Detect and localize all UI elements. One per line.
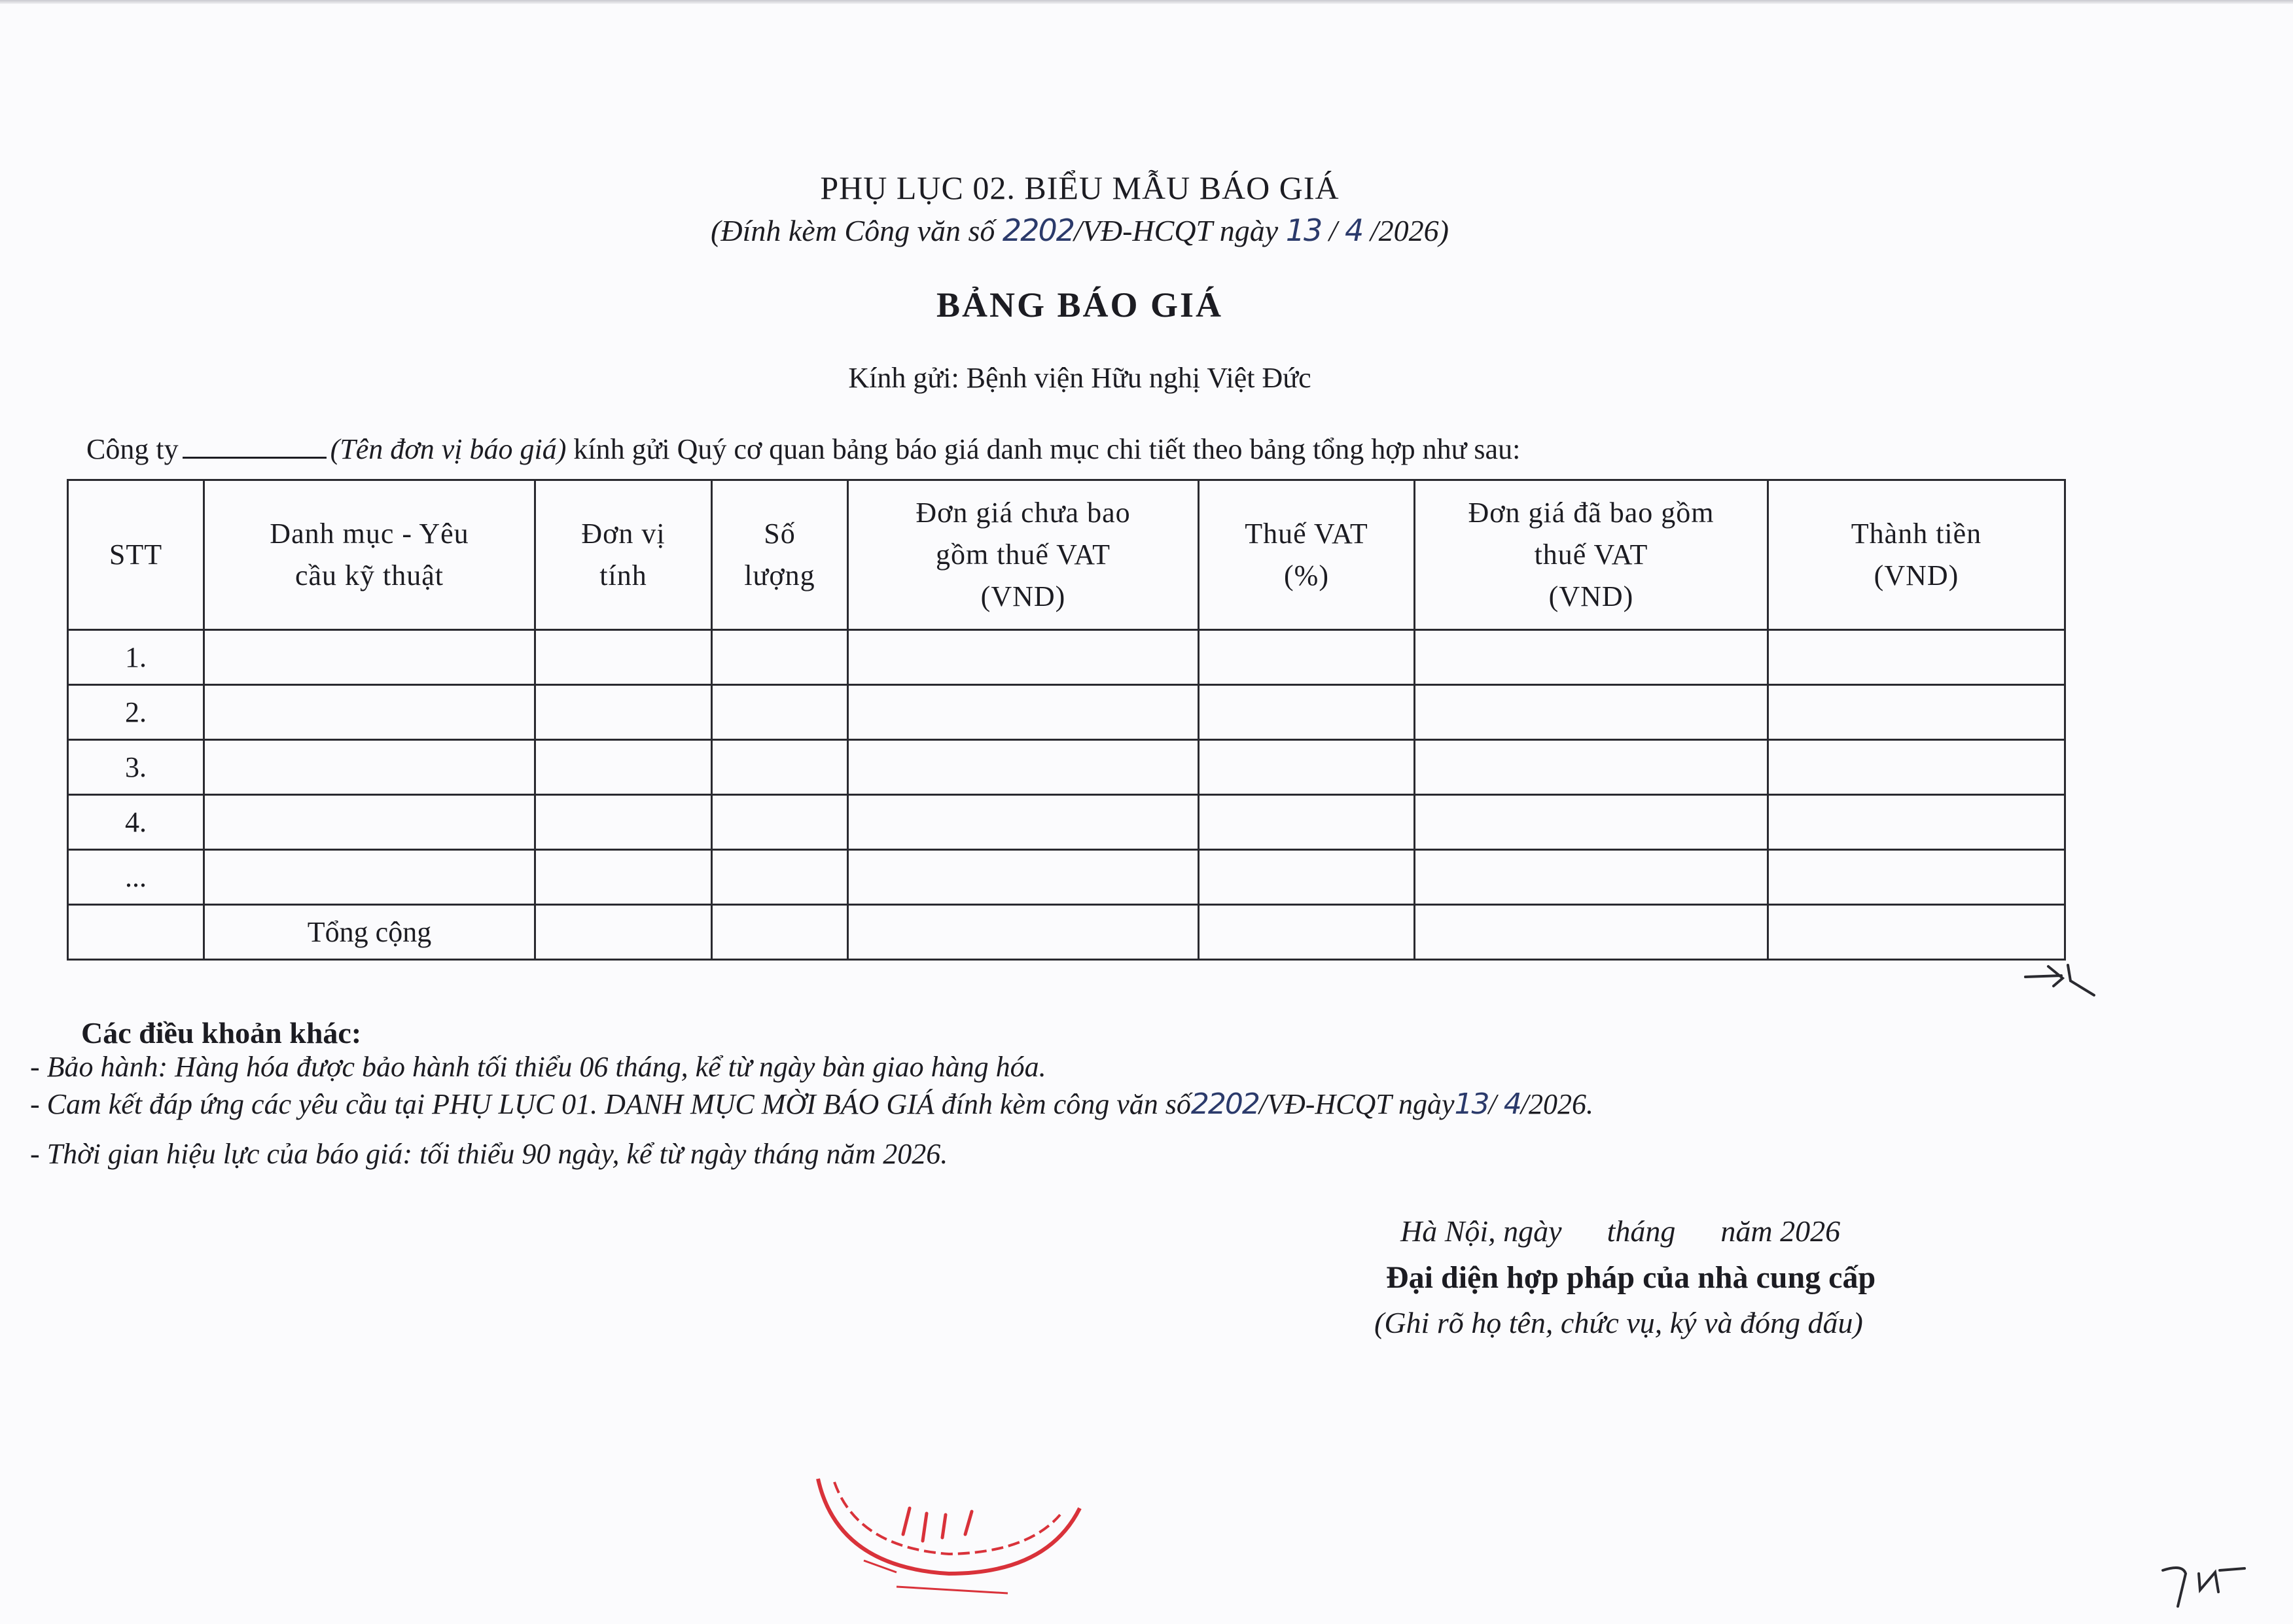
handwritten-doc-number: 2202 (1190, 1087, 1259, 1121)
quote-table (67, 479, 2066, 961)
row-number: ... (68, 850, 204, 905)
row-number: 2. (68, 685, 204, 740)
company-name-blank (183, 432, 327, 459)
initial-signature-mark (2022, 952, 2101, 998)
term-commitment (30, 1087, 1593, 1121)
header-total: Thành tiền (VND) (1768, 480, 2065, 630)
header-stt: STT (68, 480, 204, 630)
subtitle-prefix: (Đính kèm Công văn số (711, 214, 1003, 247)
table-row (68, 685, 2065, 740)
handwritten-doc-number: 2202 (1002, 213, 1074, 248)
commitment-sep: / (1488, 1088, 1504, 1120)
subtitle-suffix: /2026) (1362, 214, 1449, 247)
subtitle-middle: /VĐ-HCQT ngày (1074, 214, 1286, 247)
header-price-inc-vat: Đơn giá đã bao gồm thuế VAT (VND) (1415, 480, 1768, 630)
handwritten-day: 13 (1285, 213, 1322, 248)
signature-title: Đại diện hợp pháp của nhà cung cấp (1386, 1260, 1876, 1295)
total-label: Tổng cộng (204, 905, 535, 960)
row-number: 4. (68, 795, 204, 850)
commitment-suffix: /2026. (1520, 1088, 1593, 1120)
handwritten-month: 4 (1345, 213, 1363, 248)
appendix-subtitle (0, 213, 2160, 248)
table-header-row (68, 480, 2065, 630)
table-row (68, 795, 2065, 850)
intro-suffix: kính gửi Quý cơ quan bảng báo giá danh mục chi tiết theo bảng tổng hợp như sau: (566, 433, 1521, 465)
table-row (68, 630, 2065, 685)
greeting: Kính gửi: Bệnh viện Hữu nghị Việt Đức (848, 362, 1311, 394)
signature-note: (Ghi rõ họ tên, chức vụ, ký và đóng dấu) (1374, 1306, 1863, 1339)
quote-table-title: BẢNG BÁO GIÁ (936, 285, 1224, 325)
table-total-row (68, 905, 2065, 960)
term-validity: - Thời gian hiệu lực của báo giá: tối thiểu 90 ngày, kể từ ngày tháng năm 2026. (30, 1138, 948, 1170)
header-item: Danh mục - Yêu cầu kỹ thuật (204, 480, 535, 630)
scan-edge (0, 0, 2293, 4)
commitment-prefix: - Cam kết đáp ứng các yêu cầu tại PHỤ LỤC 01. DANH MỤC MỜI BÁO GIÁ đính kèm công văn số (30, 1088, 1191, 1120)
row-number: 1. (68, 630, 204, 685)
header-vat: Thuế VAT (%) (1199, 480, 1415, 630)
table-row (68, 740, 2065, 795)
commitment-middle: /VĐ-HCQT ngày (1258, 1088, 1455, 1120)
red-stamp-fragment (811, 1462, 1086, 1600)
table-row (68, 850, 2065, 905)
intro-line (86, 432, 1520, 466)
subtitle-sep: / (1321, 214, 1345, 247)
header-quantity: Số lượng (712, 480, 848, 630)
handwritten-day: 13 (1454, 1087, 1489, 1121)
header-unit: Đơn vị tính (535, 480, 712, 630)
term-warranty: - Bảo hành: Hàng hóa được bảo hành tối thiểu 06 tháng, kể từ ngày bàn giao hàng hóa. (30, 1051, 1046, 1083)
intro-placeholder: (Tên đơn vị báo giá) (330, 433, 567, 465)
row-number: 3. (68, 740, 204, 795)
intro-prefix: Công ty (86, 433, 179, 465)
header-price-ex-vat: Đơn giá chưa bao gồm thuế VAT (VND) (848, 480, 1199, 630)
terms-title: Các điều khoản khác: (81, 1016, 362, 1050)
appendix-title: PHỤ LỤC 02. BIỂU MẪU BÁO GIÁ (820, 169, 1340, 206)
page-initial-mark (2160, 1561, 2251, 1610)
handwritten-month: 4 (1503, 1087, 1521, 1121)
signature-date-line: Hà Nội, ngày tháng năm 2026 (1400, 1214, 1841, 1248)
